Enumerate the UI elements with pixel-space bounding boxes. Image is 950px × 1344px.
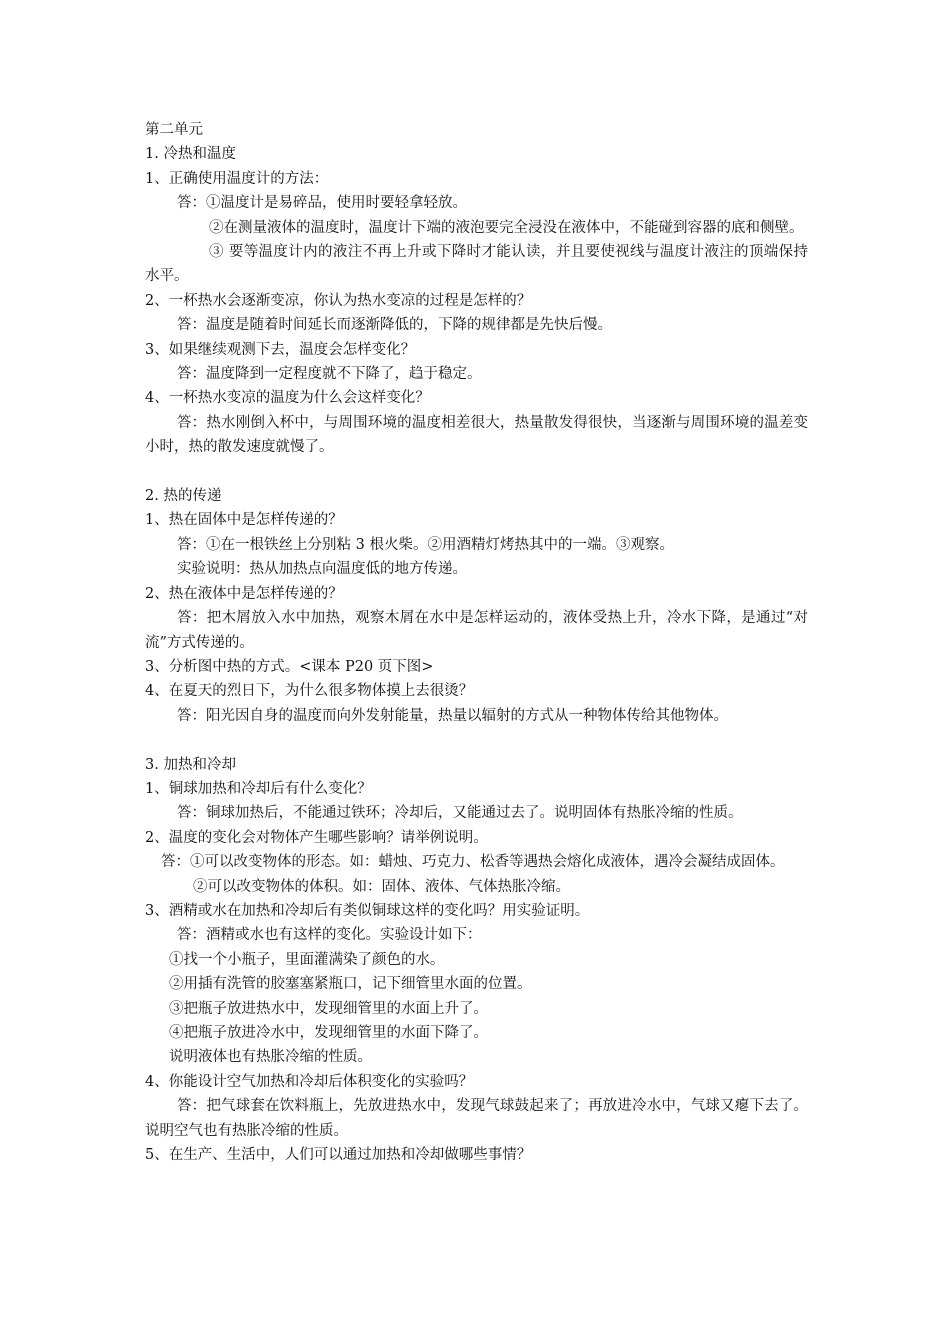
paragraph-line: 2、热在液体中是怎样传递的？ (145, 585, 343, 602)
paragraph-line: 3、分析图中热的方式。<课本 P20 页下图> (145, 658, 434, 675)
paragraph-line: 答：①在一根铁丝上分别粘 3 根火柴。②用酒精灯烤热其中的一端。③观察。 (177, 536, 674, 553)
section-block (145, 484, 808, 728)
paragraph-line: 答：温度降到一定程度就不下降了，趋于稳定。 (177, 366, 482, 383)
paragraph-line: 1、正确使用温度计的方法： (145, 170, 329, 187)
unit-title: 第二单元 (145, 122, 203, 138)
section-title: 3. 加热和冷却 (145, 756, 236, 773)
paragraph-line: ④把瓶子放进冷水中，发现细管里的水面下降了。 (169, 1025, 488, 1041)
paragraph-line: 2、温度的变化会对物体产生哪些影响？请举例说明。 (145, 829, 488, 846)
paragraph-line: 说明液体也有热胀冷缩的性质。 (169, 1049, 372, 1066)
paragraph-line: ②可以改变物体的体积。如：固体、液体、气体热胀冷缩。 (193, 878, 570, 895)
section-block (145, 753, 808, 1168)
paragraph-line: ②在测量液体的温度时，温度计下端的液泡要完全浸没在液体中，不能碰到容器的底和侧壁。 (209, 219, 804, 236)
paragraph-line: 答：①温度计是易碎品，使用时要轻拿轻放。 (177, 195, 467, 212)
paragraph-line: 1、铜球加热和冷却后有什么变化？ (145, 780, 372, 797)
section-block (145, 142, 808, 459)
paragraph-line: 答：温度是随着时间延长而逐渐降低的，下降的规律都是先快后慢。 (177, 317, 612, 334)
section-title: 2. 热的传递 (145, 488, 222, 505)
paragraph-line: 答：热水刚倒入杯中，与周围环境的温度相差很大，热量散发得很快，当逐渐与周围环境的温差变小时，热的散发速度就慢了。 (145, 414, 808, 456)
paragraph-line: 答：阳光因自身的温度而向外发射能量，热量以辐射的方式从一种物体传给其他物体。 (177, 707, 728, 724)
document-page (145, 118, 808, 1167)
paragraph-line: ③ 要等温度计内的液注不再上升或下降时才能认读，并且要使视线与温度计液注的顶端保持水平。 (145, 244, 808, 285)
paragraph-line: 答：①可以改变物体的形态。如：蜡烛、巧克力、松香等遇热会熔化成液体，遇冷会凝结成固体。 (161, 854, 785, 871)
paragraph-line: 4、一杯热水变凉的温度为什么会这样变化？ (145, 390, 430, 407)
paragraph-line: ②用插有洗管的胶塞塞紧瓶口，记下细管里水面的位置。 (169, 976, 532, 993)
sections-container (145, 142, 808, 1167)
section-title: 1. 冷热和温度 (145, 146, 236, 163)
paragraph-line: 答：酒精或水也有这样的变化。实验设计如下： (177, 927, 482, 944)
paragraph-line: 1、热在固体中是怎样传递的？ (145, 512, 343, 529)
paragraph-line: 2、一杯热水会逐渐变凉，你认为热水变凉的过程是怎样的？ (145, 292, 532, 309)
paragraph-line: 答：把气球套在饮料瓶上，先放进热水中，发现气球鼓起来了；再放进冷水中，气球又瘪下去了。说明空气也有热胀冷缩的性质。 (145, 1098, 808, 1139)
paragraph-line: 5、在生产、生活中，人们可以通过加热和冷却做哪些事情？ (145, 1147, 532, 1164)
paragraph-line: ③把瓶子放进热水中，发现细管里的水面上升了。 (169, 1000, 488, 1017)
paragraph-line: 4、在夏天的烈日下，为什么很多物体摸上去很烫？ (145, 683, 474, 700)
paragraph-line: 3、酒精或水在加热和冷却后有类似铜球这样的变化吗？用实验证明。 (145, 902, 590, 919)
paragraph-line: 3、如果继续观测下去，温度会怎样变化？ (145, 341, 416, 358)
paragraph-line: 答：把木屑放入水中加热，观察木屑在水中是怎样运动的，液体受热上升，冷水下降，是通过“对流”方式传递的。 (145, 610, 808, 651)
paragraph-line: 实验说明：热从加热点向温度低的地方传递。 (177, 561, 467, 578)
paragraph-line: ①找一个小瓶子，里面灌满染了颜色的水。 (169, 951, 445, 968)
paragraph-line: 4、你能设计空气加热和冷却后体积变化的实验吗？ (145, 1073, 474, 1090)
paragraph-line: 答：铜球加热后，不能通过铁环；冷却后，又能通过去了。说明固体有热胀冷缩的性质。 (177, 805, 743, 822)
